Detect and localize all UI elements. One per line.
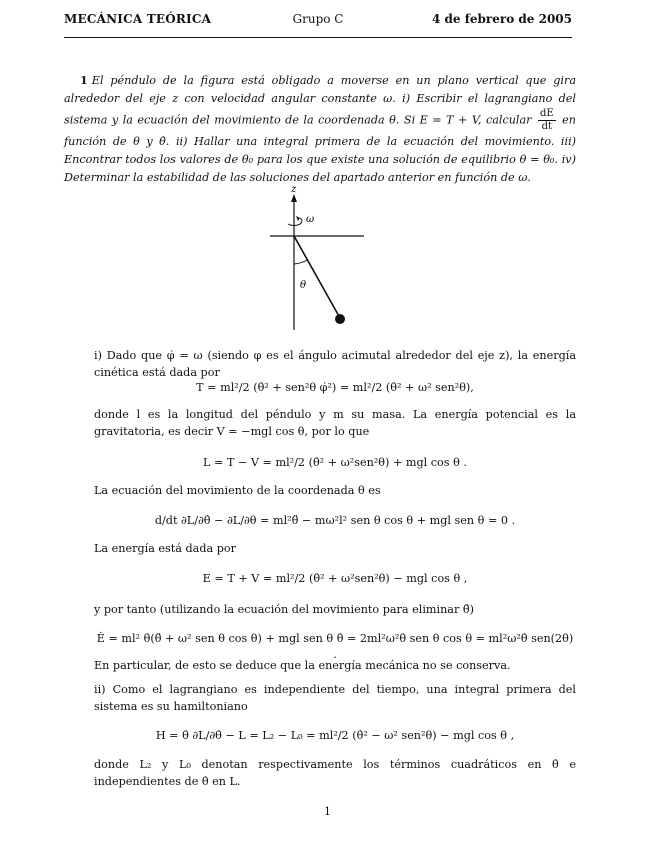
problem-line-5: que existe una solución de equilibrio θ = θ₀. iv) Determinar la estabilidad de las soluciones [64, 153, 576, 184]
rotation-arrowhead [296, 216, 300, 221]
pendulum-rod [294, 236, 340, 318]
paragraph-8: donde L₂ y L₀ denotan respectivamente los términos cuadráticos en θ̇ e independientes de θ̇ en L. [94, 758, 576, 788]
equation-kinetic-energy: T = ml²/2 (θ̇² + sen²θ φ̇²) = ml²/2 (θ̇² + ω² sen²θ), [196, 381, 474, 394]
paragraph-3: La ecuación del movimiento de la coordenada θ es [94, 484, 381, 497]
z-axis-arrow [291, 194, 297, 202]
problem-statement [64, 71, 576, 187]
dE-dt-fraction: $\frac{dE}{dt}$ [540, 108, 554, 132]
paragraph-4: La energía está dada por [94, 542, 236, 555]
pendulum-figure [260, 182, 380, 332]
problem-line-3a: movimiento de la coordenada θ. Si E = T + V, calcular [214, 113, 532, 127]
paragraph-6: En particular, de esto se deduce que la energía mecánica no se conserva. [94, 659, 511, 672]
problem-line-6: del apartado anterior en función de ω. [312, 171, 531, 184]
paragraph-5: y por tanto (utilizando la ecuación del movimiento para eliminar θ̈) [94, 603, 474, 616]
page-header [64, 12, 572, 34]
paragraph-2: donde l es la longitud del péndulo y m su masa. La energía potencial es la gravitatoria, es decir V = −mgl cos θ, por lo que [94, 408, 576, 438]
paragraph-1: i) Dado que φ̇ = ω (siendo φ es el ángulo acimutal alrededor del eje z), la energía cinética está dada por [94, 349, 576, 379]
equation-energy-derivative: Ė = ml² θ̇(θ̈ + ω² sen θ cos θ) + mgl sen θ θ̇ = 2ml²ω²θ̇ sen θ cos θ = ml²ω²θ̇ sen(2θ) . [96, 632, 574, 661]
header-group: Grupo C [292, 12, 344, 26]
equation-lagrangian: L = T − V = ml²/2 (θ̇² + ω²sen²θ) + mgl cos θ . [203, 456, 467, 469]
page-number: 1 [324, 805, 331, 818]
header-date: 4 de febrero de 2005 [432, 12, 572, 26]
problem-line-4: integral primera de la ecuación del movimiento. iii) Encontrar todos los valores de θ₀ para los [64, 135, 577, 166]
pendulum-bob [335, 314, 345, 324]
equation-hamiltonian: H = θ̇ ∂L/∂θ̇ − L = L₂ − L₀ = ml²/2 (θ̇² − ω² sen²θ) − mgl cos θ , [155, 729, 515, 742]
problem-line-3b: en función de θ y θ̇. ii) Hallar una [64, 113, 576, 148]
theta-arc [294, 260, 307, 264]
omega-label: ω [306, 214, 315, 225]
problem-line-2: z con velocidad angular constante ω. i) Escribir el lagrangiano del sistema y la ecuación del [64, 92, 576, 127]
z-label: z [291, 184, 297, 195]
problem-number: 1 [80, 73, 88, 87]
equation-motion: d/dt ∂L/∂θ̇ − ∂L/∂θ = ml²θ̈ − mω²l² sen θ cos θ + mgl sen θ = 0 . [154, 514, 516, 527]
paragraph-7: ii) Como el lagrangiano es independiente del tiempo, una integral primera del sistema es su hamiltoniano [94, 683, 576, 713]
header-course: MECÁNICA TEÓRICA [64, 12, 212, 26]
theta-label: θ [300, 280, 307, 291]
equation-energy: E = T + V = ml²/2 (θ̇² + ω²sen²θ) − mgl cos θ , [202, 572, 468, 585]
rotation-arrow [288, 218, 302, 226]
header-rule [64, 37, 572, 38]
problem-line-1: El péndulo de la figura está obligado a moverse en un plano vertical que gira alrededor del eje [64, 74, 576, 105]
